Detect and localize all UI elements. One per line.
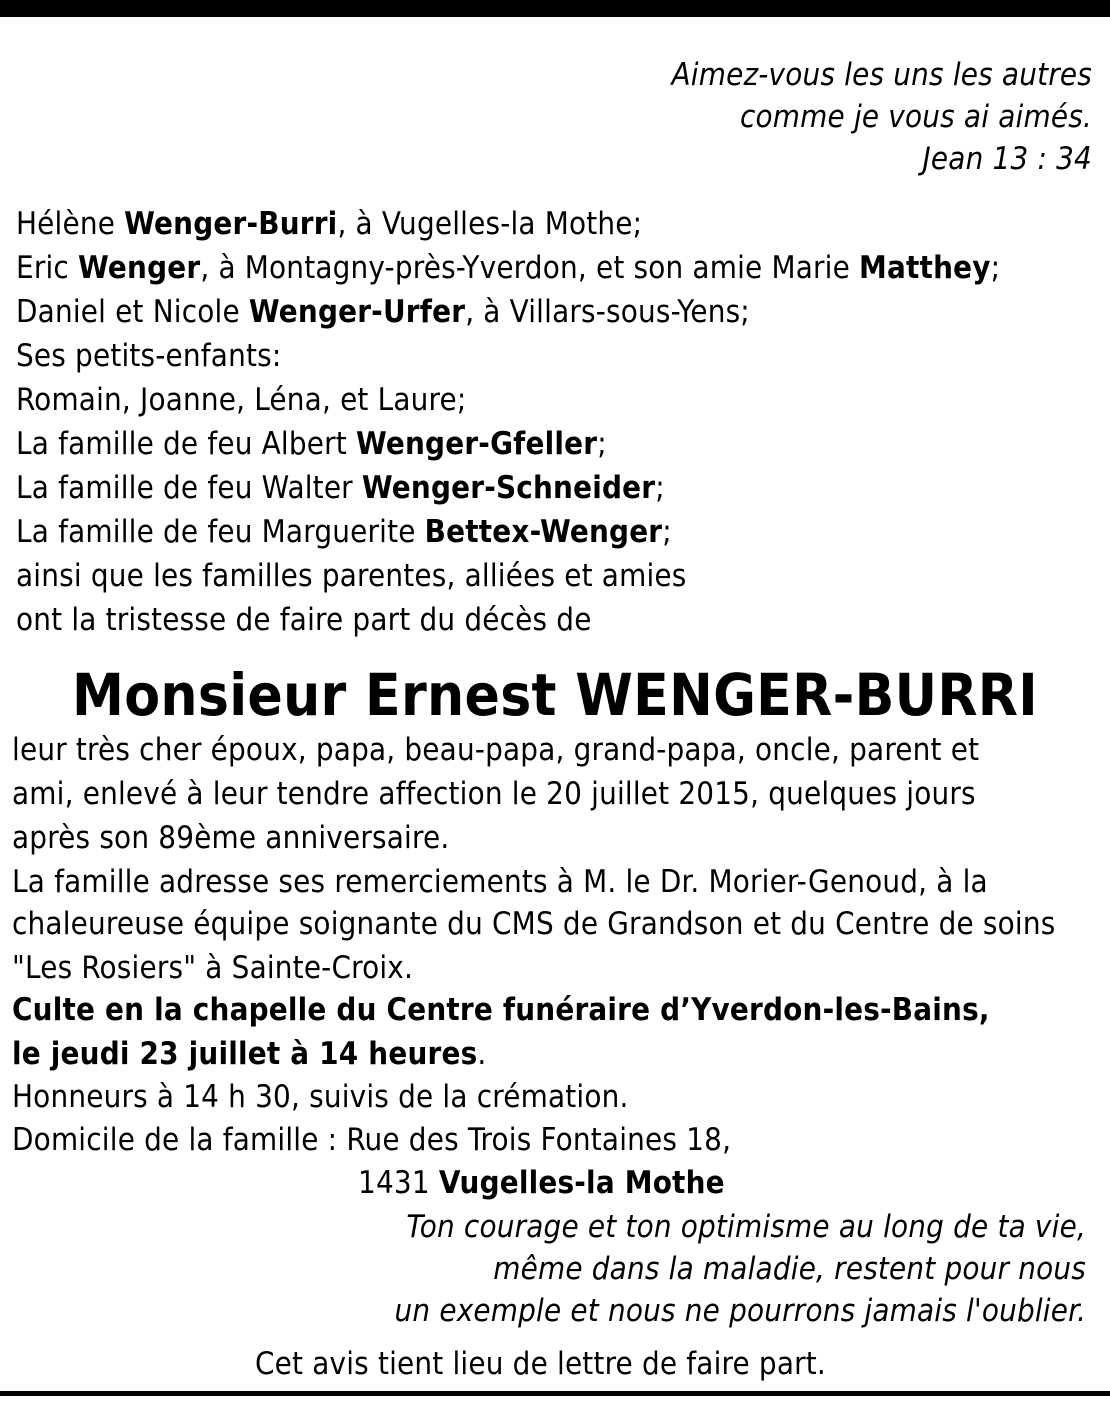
domicile-line: Domicile de la famille : Rue des Trois Fontaines 18, xyxy=(12,1122,732,1158)
mourner-text: ont la tristesse de faire part du décès de xyxy=(16,602,592,638)
mourner-surname: Matthey xyxy=(859,250,991,286)
closing-quote-line-2: même dans la maladie, restent pour nous xyxy=(493,1251,1086,1287)
epigraph-line-1: Aimez-vous les uns les autres xyxy=(671,57,1092,93)
mourner-line xyxy=(16,558,687,594)
service-date-line xyxy=(12,1036,486,1072)
mourner-text: La famille de feu Albert xyxy=(16,426,356,462)
mourner-text: Hélène xyxy=(16,206,125,242)
epigraph-reference: Jean 13 : 34 xyxy=(922,141,1092,177)
body-line: leur très cher époux, papa, beau-papa, grand-papa, oncle, parent et xyxy=(12,732,980,768)
service-punct: . xyxy=(477,1036,487,1072)
mourner-line xyxy=(16,250,1000,286)
footer-note: Cet avis tient lieu de lettre de faire part. xyxy=(255,1346,826,1382)
deceased-name-heading: Monsieur Ernest WENGER-BURRI xyxy=(72,661,1038,729)
body-line: La famille adresse ses remerciements à M. le Dr. Morier-Genoud, à la xyxy=(12,864,988,900)
mourner-text: Ses petits-enfants: xyxy=(16,338,282,374)
bottom-border-rule xyxy=(0,1391,1110,1396)
domicile-town-line xyxy=(358,1165,725,1201)
mourner-line xyxy=(16,470,665,506)
mourner-place: , à Vugelles-la Mothe; xyxy=(337,206,643,242)
closing-quote-line-3: un exemple et nous ne pourrons jamais l'oublier. xyxy=(394,1293,1086,1329)
mourner-surname: Bettex-Wenger xyxy=(424,514,663,550)
mourner-surname: Wenger-Urfer xyxy=(248,294,466,330)
service-location: Culte en la chapelle du Centre funéraire d’Yverdon-les-Bains, xyxy=(12,992,990,1028)
service-datetime: le jeudi 23 juillet à 14 heures xyxy=(12,1036,478,1072)
mourner-place: , à Montagny-près-Yverdon, et son amie Marie xyxy=(200,250,860,286)
mourner-text: La famille de feu Marguerite xyxy=(16,514,425,550)
domicile-town: Vugelles-la Mothe xyxy=(438,1165,725,1201)
mourner-place: , à Villars-sous-Yens; xyxy=(465,294,750,330)
mourner-surname: Wenger-Burri xyxy=(124,206,338,242)
mourner-text: Daniel et Nicole xyxy=(16,294,249,330)
epigraph-line-2: comme je vous ai aimés. xyxy=(739,99,1092,135)
body-line: ami, enlevé à leur tendre affection le 20 juillet 2015, quelques jours xyxy=(12,776,976,812)
closing-quote-line-1: Ton courage et ton optimisme au long de ta vie, xyxy=(406,1209,1086,1245)
body-line: chaleureuse équipe soignante du CMS de Grandson et du Centre de soins xyxy=(12,906,1056,942)
mourner-punct: ; xyxy=(597,426,607,462)
mourner-punct: ; xyxy=(655,470,665,506)
mourner-line xyxy=(16,294,750,330)
domicile-postcode: 1431 xyxy=(358,1165,439,1201)
mourner-line xyxy=(16,514,672,550)
top-border-rule xyxy=(0,0,1110,17)
mourner-text: Romain, Joanne, Léna, et Laure; xyxy=(16,382,467,418)
honors-line: Honneurs à 14 h 30, suivis de la crémation. xyxy=(12,1079,629,1115)
mourner-line xyxy=(16,206,642,242)
mourner-line xyxy=(16,602,592,638)
mourner-punct: ; xyxy=(662,514,672,550)
mourner-line xyxy=(16,338,281,374)
body-line: après son 89ème anniversaire. xyxy=(12,820,450,856)
mourner-text: ainsi que les familles parentes, alliées et amies xyxy=(16,558,687,594)
mourner-surname: Wenger-Gfeller xyxy=(356,426,598,462)
mourner-text: La famille de feu Walter xyxy=(16,470,362,506)
mourner-line xyxy=(16,426,607,462)
mourner-punct: ; xyxy=(990,250,1001,286)
body-line: "Les Rosiers" à Sainte-Croix. xyxy=(12,950,414,986)
mourner-surname: Wenger xyxy=(78,250,201,286)
mourner-surname: Wenger-Schneider xyxy=(361,470,656,506)
mourner-line xyxy=(16,382,466,418)
mourner-text: Eric xyxy=(16,250,79,286)
